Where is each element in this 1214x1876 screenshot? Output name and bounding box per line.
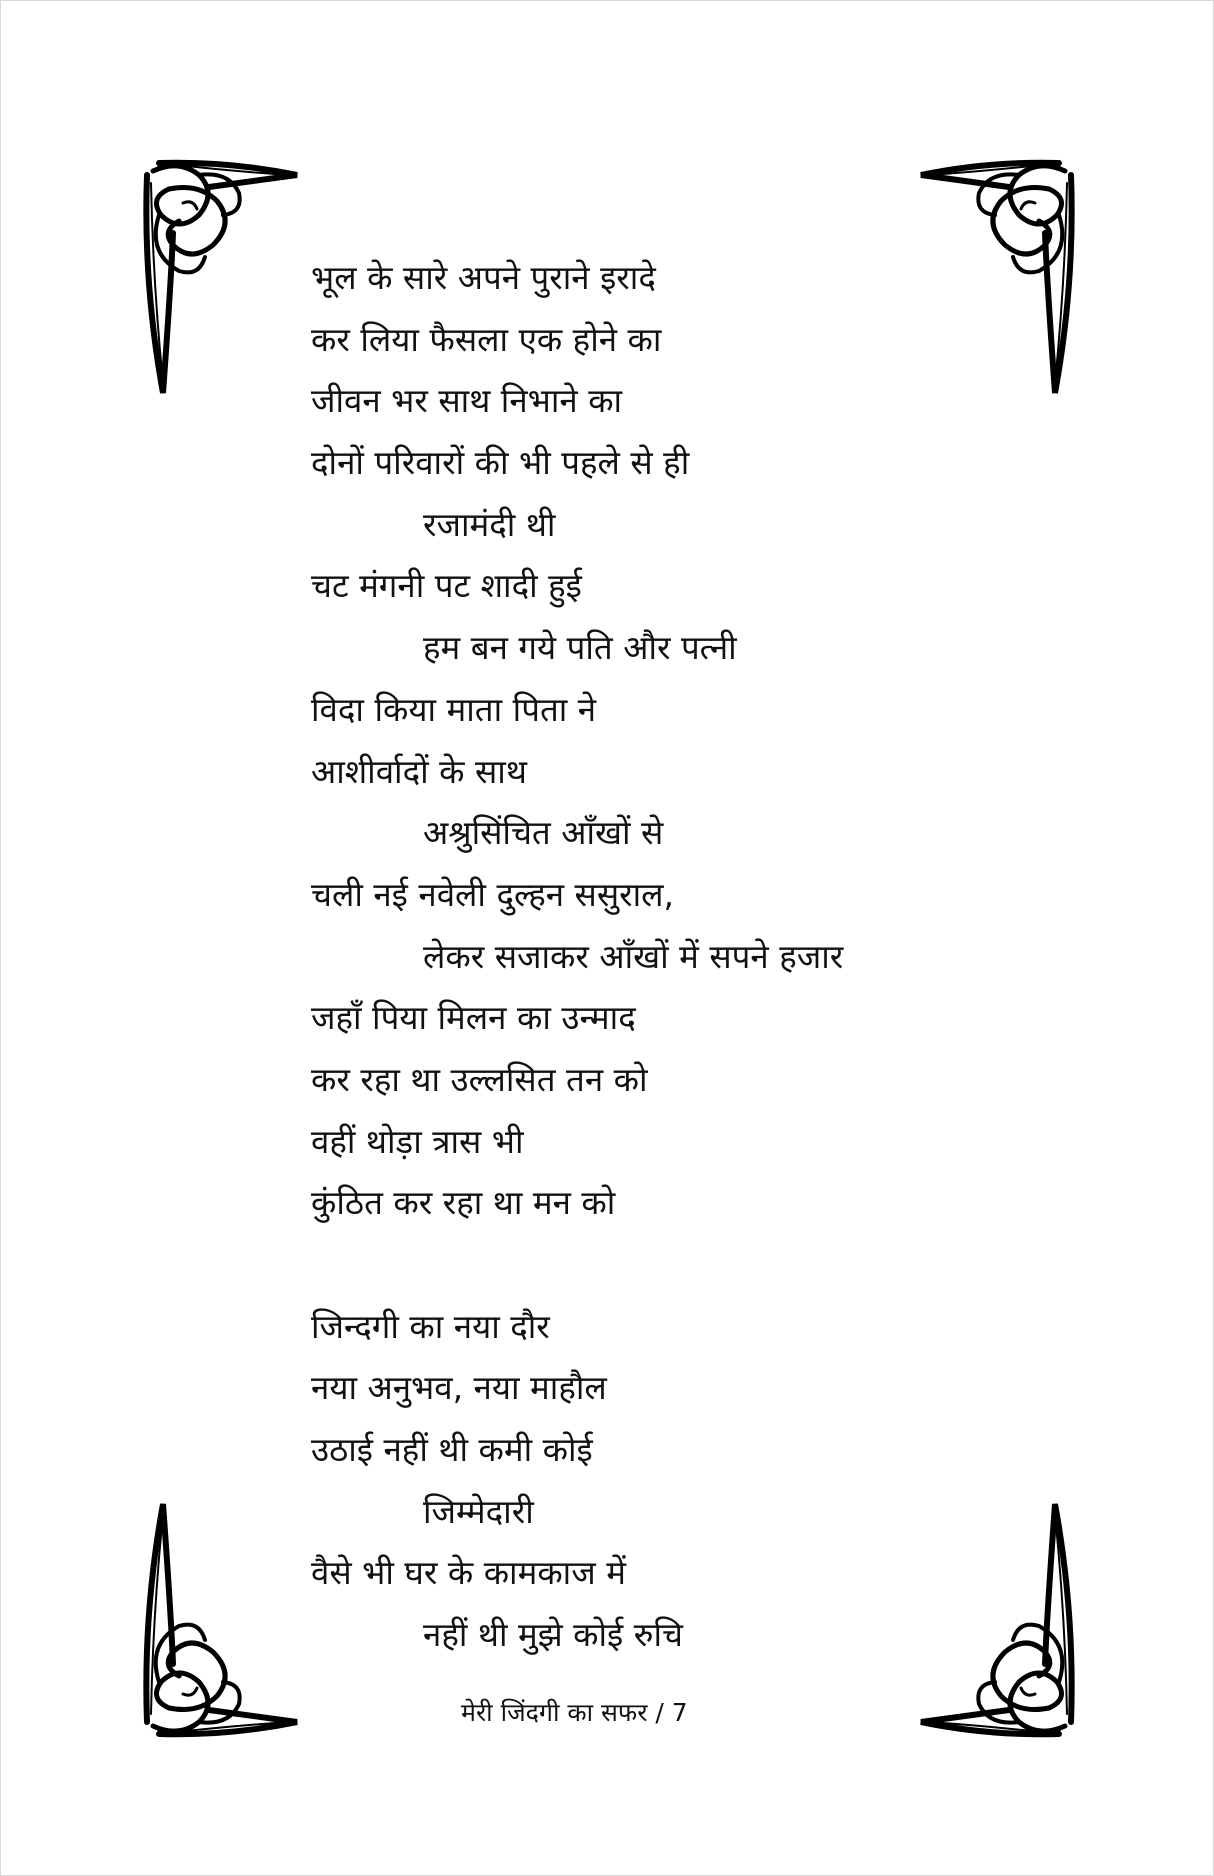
corner-ornament-bottom-right [919,1499,1079,1744]
corner-ornament-bottom-left [139,1499,299,1744]
poem-text [311,247,843,1666]
poem-line: अश्रुसिंचित आँखों से [423,813,664,853]
corner-ornament-top-right [919,153,1079,398]
poem-line: लेकर सजाकर आँखों में सपने हजार [423,936,844,976]
poem-line: चट मंगनी पट शादी हुई [311,566,582,606]
poem-line: कर रहा था उल्लसित तन को [311,1059,648,1099]
poem-line: आशीर्वादों के साथ [311,751,527,791]
poem-line: चली नई नवेली दुल्हन ससुराल, [311,874,675,914]
poem-line: वहीं थोड़ा त्रास भी [311,1121,524,1161]
poem-line: दोनों परिवारों की भी पहले से ही [311,443,690,483]
poem-line: जहाँ पिया मिलन का उन्माद [311,998,636,1038]
page-footer: मेरी जिंदगी का सफर / 7 [461,1698,688,1727]
poem-line: नया अनुभव, नया माहौल [311,1368,607,1408]
corner-ornament-top-left [139,153,299,398]
poem-line: नहीं थी मुझे कोई रुचि [423,1615,683,1655]
poem-line: जिन्दगी का नया दौर [311,1306,550,1346]
poem-line: उठाई नहीं थी कमी कोई [311,1430,593,1470]
poem-line: जिम्मेदारी [423,1491,534,1531]
poem-line: वैसे भी घर के कामकाज में [311,1553,626,1593]
poem-line: कुंठित कर रहा था मन को [311,1183,616,1223]
poem-line: कर लिया फैसला एक होने का [311,319,662,359]
poem-line: विदा किया माता पिता ने [311,689,597,729]
poem-line: रजामंदी थी [423,504,556,544]
poem-line: हम बन गये पति और पत्नी [423,628,737,668]
stanza-break [311,1234,843,1296]
poem-line: जीवन भर साथ निभाने का [311,381,623,421]
poem-line: भूल के सारे अपने पुराने इरादे [311,258,656,297]
